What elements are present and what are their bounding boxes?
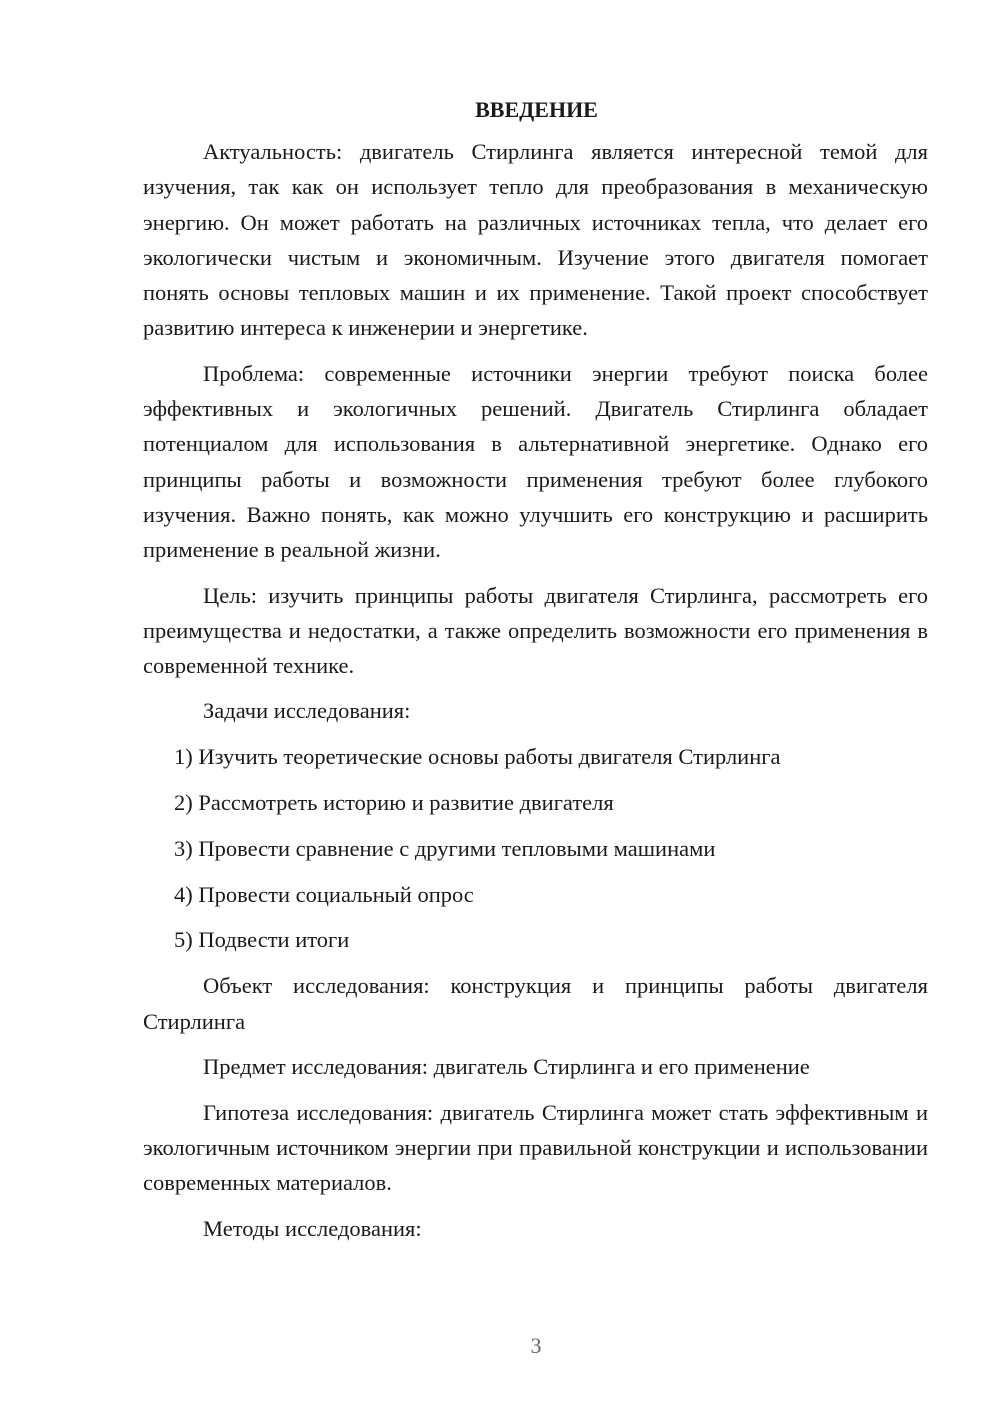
section-heading: ВВЕДЕНИЕ (475, 97, 598, 122)
list-item: 4) Провести социальный опрос (174, 881, 474, 907)
paragraph-problem: Проблема: современные источники энергии требуют поиска более эффективных и экологичных решений. Двигатель Стирлинга обладает потенциалом для использования в альтернативной энергетике. Однако его принципы работы и возможности применения требуют более глубокого изучения. Важно понять, как можно улучшить его конструкцию и расширить применение в реальной жизни. (143, 360, 928, 563)
list-item: 5) Подвести итоги (174, 927, 350, 953)
paragraph-object: Объект исследования: конструкция и принципы работы двигателя Стирлинга (143, 973, 928, 1034)
list-item: 2) Рассмотреть историю и развитие двигателя (174, 790, 614, 816)
list-item: 1) Изучить теоретические основы работы двигателя Стирлинга (174, 744, 781, 770)
paragraph-subject: Предмет исследования: двигатель Стирлинга и его применение (203, 1053, 810, 1079)
tasks-list (143, 739, 928, 957)
methods-title: Методы исследования: (203, 1215, 422, 1241)
page-number: 3 (530, 1333, 542, 1358)
tasks-title: Задачи исследования: (203, 698, 411, 724)
paragraph-hypothesis: Гипотеза исследования: двигатель Стирлинга может стать эффективным и экологичным источником энергии при правильной конструкции и использовании современных материалов. (143, 1099, 928, 1196)
paragraph-relevance: Актуальность: двигатель Стирлинга является интересной темой для изучения, так как он использует тепло для преобразования в механическую энергию. Он может работать на различных источниках тепла, что делает его экологически чистым и экономичным. Изучение этого двигателя помогает понять основы тепловых машин и их применение. Такой проект способствует развитию интереса к инженерии и энергетике. (143, 139, 928, 341)
list-item: 3) Провести сравнение с другими тепловыми машинами (174, 835, 716, 861)
paragraph-goal: Цель: изучить принципы работы двигателя Стирлинга, рассмотреть его преимущества и недостатки, а также определить возможности его применения в современной технике. (143, 582, 928, 679)
document-page (143, 93, 928, 1256)
